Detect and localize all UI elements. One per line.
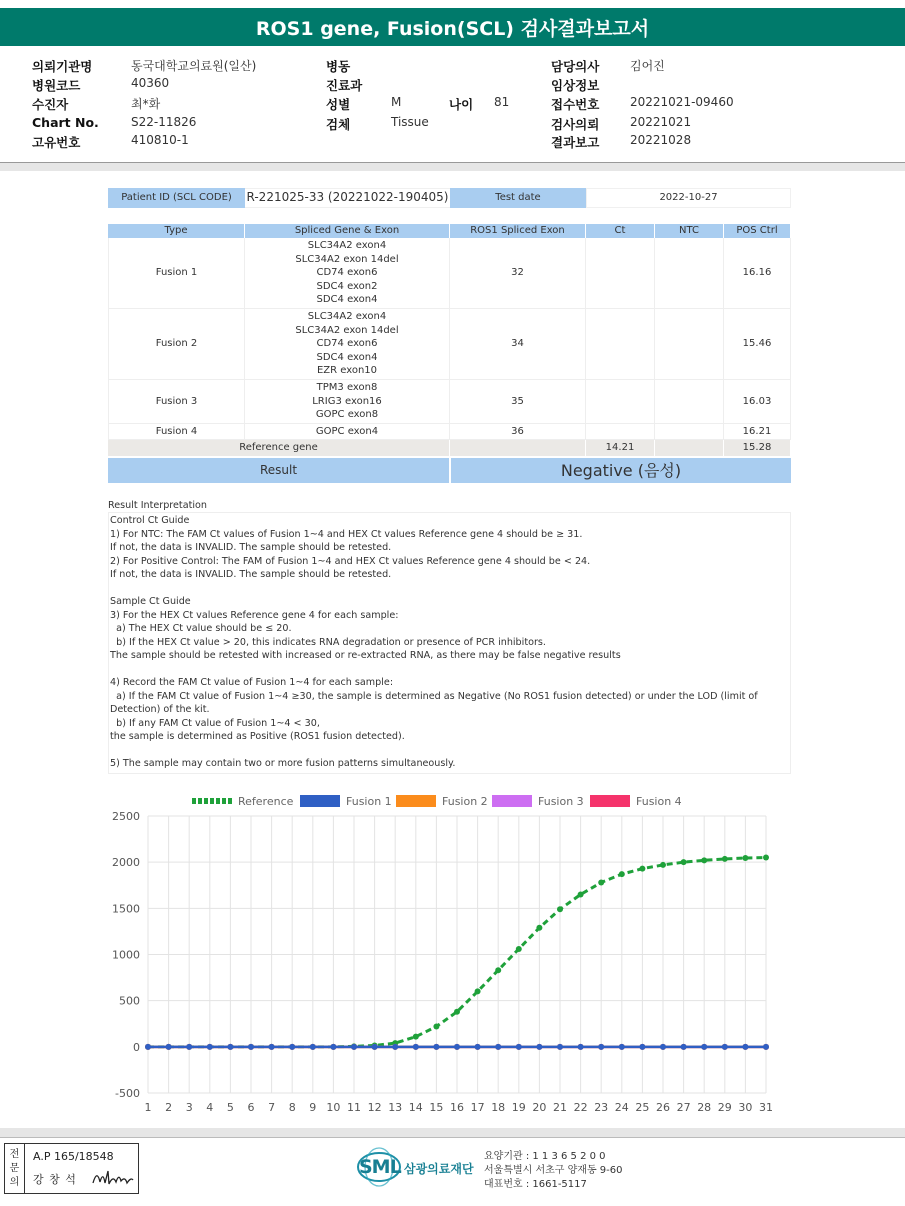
x-tick-label: 24: [614, 1101, 629, 1114]
header-label: Chart No.: [32, 115, 99, 130]
header-value: 동국대학교의료원(일산): [131, 59, 257, 73]
data-point: [598, 1044, 604, 1050]
header-value: 20221028: [630, 133, 692, 147]
header-value-age: 81: [494, 95, 510, 109]
patient-id-label: Patient ID (SCL CODE): [108, 188, 245, 208]
ct-value: [586, 309, 655, 380]
reference-ct: 14.21: [586, 440, 655, 456]
x-tick-label: 8: [288, 1101, 296, 1114]
data-point: [701, 1044, 707, 1050]
x-tick-label: 1: [144, 1101, 152, 1114]
sml-logo-text: SML: [359, 1156, 401, 1178]
x-tick-label: 31: [759, 1101, 773, 1114]
legend-swatch: [590, 795, 630, 807]
record-guide-line: b) If any FAM Ct value of Fusion 1~4 < 30,: [110, 717, 320, 729]
header-value: 20221021: [630, 115, 692, 129]
control-guide-title: Control Ct Guide: [110, 515, 190, 526]
amplification-chart: [100, 785, 790, 1120]
table-header-cell: NTC: [655, 224, 724, 238]
header-label: 수진자: [32, 97, 69, 112]
x-tick-label: 4: [206, 1101, 214, 1114]
ntc-value: [655, 380, 724, 424]
ntc-value: [655, 309, 724, 380]
data-point: [681, 1044, 687, 1050]
x-tick-label: 6: [247, 1101, 255, 1114]
data-point: [269, 1044, 275, 1050]
stamp-char: 전: [9, 1148, 20, 1160]
data-point: [475, 988, 481, 994]
x-tick-label: 20: [532, 1101, 547, 1114]
gene-exon: SLC34A2 exon4: [307, 240, 387, 252]
legend-swatch: [396, 795, 436, 807]
data-point: [433, 1044, 439, 1050]
table-header-cell: ROS1 Spliced Exon: [450, 224, 586, 238]
interpretation-title: Result Interpretation: [108, 500, 207, 511]
header-label: 결과보고: [551, 135, 600, 150]
header-value: S22-11826: [131, 115, 197, 129]
gene-exon: SDC4 exon4: [316, 294, 378, 306]
test-date-value: 2022-10-27: [586, 188, 791, 208]
gene-exon: TPM3 exon8: [316, 382, 378, 394]
data-point: [639, 866, 645, 872]
legend-swatch: [492, 795, 532, 807]
x-tick-label: 28: [697, 1101, 712, 1114]
org-name: 삼광의료재단: [404, 1162, 474, 1176]
stamp-char: 의: [9, 1176, 20, 1188]
y-tick-label: 500: [119, 994, 140, 1008]
signature-stamp: [4, 1143, 139, 1194]
header-label: 진료과: [326, 78, 363, 93]
pos-ctrl-value: 15.46: [724, 309, 791, 380]
record-guide-line: 4) Record the FAM Ct value of Fusion 1~4 for each sample:: [110, 677, 394, 688]
stamp-name: 강 창 석: [33, 1173, 77, 1186]
data-point: [330, 1044, 336, 1050]
header-label: 담당의사: [551, 59, 600, 74]
data-point: [454, 1044, 460, 1050]
legend-label: Reference: [238, 795, 294, 808]
legend-label: Fusion 3: [538, 795, 584, 808]
gene-exon: SLC34A2 exon 14del: [295, 324, 399, 336]
header-value: M: [391, 95, 402, 109]
legend-label: Fusion 1: [346, 795, 392, 808]
patient-id-value: R-221025-33 (20221022-190405): [245, 188, 450, 208]
data-point: [701, 857, 707, 863]
x-tick-label: 18: [491, 1101, 506, 1114]
x-tick-label: 14: [408, 1101, 423, 1114]
ros1-exon: 34: [450, 309, 586, 380]
ntc-value: [655, 424, 724, 440]
data-point: [763, 1044, 769, 1050]
data-point: [310, 1044, 316, 1050]
pos-ctrl-value: 16.16: [724, 238, 791, 309]
control-guide-line: 2) For Positive Control: The FAM of Fusion 1~4 and HEX Ct values Reference gene 4 should be < 24.: [110, 555, 591, 567]
gene-exon: GOPC exon8: [315, 409, 379, 421]
data-point: [516, 946, 522, 952]
data-point: [186, 1044, 192, 1050]
table-header-cell: Type: [108, 224, 245, 238]
header-value: 410810-1: [131, 133, 189, 147]
result-label: Result: [108, 458, 449, 483]
x-tick-label: 12: [367, 1101, 382, 1114]
header-label: 검체: [326, 117, 351, 132]
data-point: [660, 862, 666, 868]
x-tick-label: 16: [450, 1101, 464, 1114]
footer-divider: [0, 1137, 905, 1138]
data-point: [351, 1044, 357, 1050]
data-point: [660, 1044, 666, 1050]
header-value: 김어진: [630, 59, 665, 73]
ct-value: [586, 380, 655, 424]
test-date-label: Test date: [450, 188, 586, 208]
header-label: 병동: [326, 59, 351, 74]
org-info-line: 서울특별시 서초구 양재동 9-60: [484, 1165, 623, 1176]
org-info-line: 대표번호 : 1661-5117: [484, 1179, 587, 1190]
pos-ctrl-value: 16.03: [724, 380, 791, 424]
x-tick-label: 2: [165, 1101, 173, 1114]
footer-band: [0, 1128, 905, 1137]
data-point: [619, 871, 625, 877]
x-tick-label: 22: [573, 1101, 588, 1114]
header-label: 임상정보: [551, 78, 600, 93]
gene-exon: SDC4 exon2: [316, 280, 378, 292]
result-value: Negative (음성): [451, 458, 791, 483]
y-tick-label: 2500: [112, 810, 140, 823]
sample-guide-line: a) The HEX Ct value should be ≤ 20.: [110, 623, 292, 634]
handwritten-signature: [91, 1167, 135, 1189]
x-tick-label: 17: [470, 1101, 485, 1114]
spliced-genes: [245, 309, 450, 380]
data-point: [619, 1044, 625, 1050]
data-point: [742, 855, 748, 861]
header-label: 병원코드: [32, 78, 81, 93]
x-tick-label: 27: [676, 1101, 691, 1114]
sample-guide-line: The sample should be retested with increased or re-extracted RNA, as there may be false negative results: [110, 650, 621, 661]
spliced-genes: [245, 380, 450, 424]
gene-exon: EZR exon10: [316, 365, 378, 377]
ros1-exon: 36: [450, 424, 586, 440]
data-point: [392, 1044, 398, 1050]
table-header-cell: POS Ctrl: [724, 224, 791, 238]
sample-guide-title: Sample Ct Guide: [110, 596, 191, 607]
data-point: [639, 1044, 645, 1050]
reference-blank: [450, 440, 586, 456]
header-value: Tissue: [391, 115, 429, 129]
x-tick-label: 21: [553, 1101, 567, 1114]
y-tick-label: 0: [133, 1040, 140, 1054]
gene-exon: SDC4 exon4: [316, 351, 378, 363]
spliced-genes: [245, 424, 450, 440]
x-tick-label: 30: [738, 1101, 753, 1114]
header-label: 접수번호: [551, 97, 600, 112]
pos-ctrl-value: 16.21: [724, 424, 791, 440]
ct-value: [586, 238, 655, 309]
gene-exon: CD74 exon6: [316, 338, 378, 350]
y-tick-label: 1000: [112, 948, 140, 962]
control-guide-line: 1) For NTC: The FAM Ct values of Fusion 1~4 and HEX Ct values Reference gene 4 should be ≥ 31.: [110, 528, 583, 540]
data-point: [722, 1044, 728, 1050]
x-tick-label: 25: [635, 1101, 650, 1114]
header-value: 40360: [131, 76, 170, 90]
x-tick-label: 19: [511, 1101, 526, 1114]
data-point: [413, 1044, 419, 1050]
legend-label: Fusion 2: [442, 795, 488, 808]
header-label: 고유번호: [32, 135, 81, 150]
x-tick-label: 15: [429, 1101, 444, 1114]
data-point: [557, 906, 563, 912]
stamp-id: A.P 165/18548: [33, 1150, 114, 1163]
fusion-type: Fusion 3: [108, 380, 245, 424]
header-label-age: 나이: [449, 97, 474, 112]
x-tick-label: 3: [185, 1101, 193, 1114]
gene-exon: GOPC exon4: [315, 425, 379, 437]
legend-label: Fusion 4: [636, 795, 682, 808]
data-point: [475, 1044, 481, 1050]
data-point: [495, 967, 501, 973]
header-value: 20221021-09460: [630, 95, 734, 109]
data-point: [166, 1044, 172, 1050]
gene-exon: LRIG3 exon16: [312, 395, 382, 407]
ntc-value: [655, 238, 724, 309]
y-tick-label: -500: [115, 1087, 140, 1100]
y-tick-label: 1500: [112, 902, 140, 916]
data-point: [722, 856, 728, 862]
legend-swatch: [300, 795, 340, 807]
table-header-cell: Spliced Gene & Exon: [245, 224, 450, 238]
header-label: 의뢰기관명: [32, 59, 93, 74]
data-point: [681, 859, 687, 865]
header-band: [0, 163, 905, 171]
ct-value: [586, 424, 655, 440]
spliced-genes: [245, 238, 450, 309]
data-point: [516, 1044, 522, 1050]
data-point: [536, 925, 542, 931]
sample-guide-line: 3) For the HEX Ct values Reference gene 4 for each sample:: [110, 609, 399, 621]
fusion-type: Fusion 2: [108, 309, 245, 380]
x-tick-label: 11: [347, 1101, 361, 1114]
fusion-type: Fusion 4: [108, 424, 245, 440]
data-point: [742, 1044, 748, 1050]
org-info: [484, 1150, 623, 1192]
data-point: [454, 1009, 460, 1015]
report-title: ROS1 gene, Fusion(SCL) 검사결과보고서: [0, 8, 905, 46]
record-guide-line: a) If the FAM Ct value of Fusion 1~4 ≥30, the sample is determined as Negative (No ROS1 fusion detected) or under the LOD (limit of Detection) of the kit.: [110, 690, 761, 715]
data-point: [598, 879, 604, 885]
final-note: 5) The sample may contain two or more fusion patterns simultaneously.: [110, 758, 456, 769]
data-point: [557, 1044, 563, 1050]
data-point: [578, 891, 584, 897]
gene-exon: SLC34A2 exon 14del: [295, 253, 399, 265]
ros1-exon: 35: [450, 380, 586, 424]
data-point: [763, 855, 769, 861]
data-point: [495, 1044, 501, 1050]
header-value: 최*화: [131, 97, 161, 111]
fusion-type: Fusion 1: [108, 238, 245, 309]
org-info-line: 요양기관 : 1 1 3 6 5 2 0 0: [484, 1151, 606, 1162]
stamp-title: [5, 1144, 25, 1193]
data-point: [578, 1044, 584, 1050]
data-point: [248, 1044, 254, 1050]
x-tick-label: 26: [656, 1101, 670, 1114]
record-guide-line: the sample is determined as Positive (ROS1 fusion detected).: [110, 731, 405, 742]
stamp-char: 문: [9, 1162, 20, 1174]
sample-guide-line: b) If the HEX Ct value > 20, this indicates RNA degradation or presence of PCR inhibitors.: [110, 636, 546, 648]
x-tick-label: 9: [309, 1101, 317, 1114]
x-tick-label: 7: [268, 1101, 276, 1114]
data-point: [433, 1024, 439, 1030]
header-label: 검사의뢰: [551, 117, 600, 132]
reference-pos: 15.28: [724, 440, 791, 456]
header-label: 성별: [326, 97, 351, 112]
data-point: [536, 1044, 542, 1050]
control-guide-line: If not, the data is INVALID. The sample should be retested.: [110, 569, 392, 580]
x-tick-label: 29: [717, 1101, 732, 1114]
x-tick-label: 10: [326, 1101, 341, 1114]
data-point: [413, 1034, 419, 1040]
x-tick-label: 13: [388, 1101, 403, 1114]
x-tick-label: 5: [226, 1101, 234, 1114]
data-point: [207, 1044, 213, 1050]
stamp-specialist-chars: [10, 1148, 20, 1190]
sml-logo: [356, 1147, 402, 1187]
data-point: [145, 1044, 151, 1050]
data-point: [289, 1044, 295, 1050]
reference-ntc: [655, 440, 724, 456]
control-guide-line: If not, the data is INVALID. The sample should be retested.: [110, 542, 392, 553]
gene-exon: CD74 exon6: [316, 267, 378, 279]
gene-exon: SLC34A2 exon4: [307, 311, 387, 323]
reference-label: Reference gene: [108, 440, 450, 456]
ros1-exon: 32: [450, 238, 586, 309]
data-point: [372, 1044, 378, 1050]
y-tick-label: 2000: [112, 856, 140, 870]
x-tick-label: 23: [594, 1101, 609, 1114]
table-header-cell: Ct: [586, 224, 655, 238]
data-point: [227, 1044, 233, 1050]
